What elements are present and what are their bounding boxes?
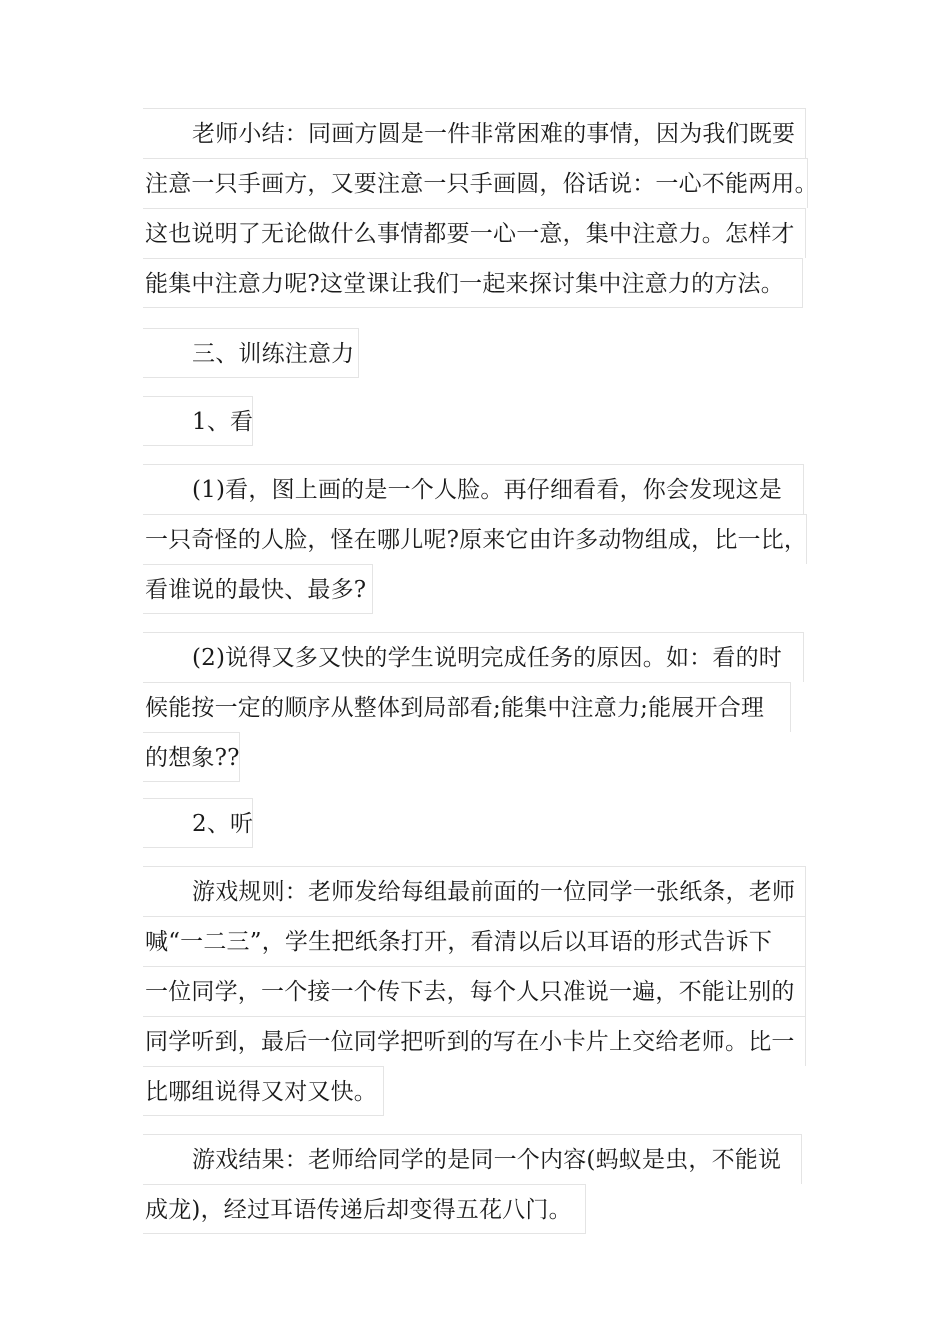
text-line: 能集中注意力呢?这堂课让我们一起来探讨集中注意力的方法。 (143, 258, 803, 308)
text-line: 候能按一定的顺序从整体到局部看;能集中注意力;能展开合理 (143, 682, 791, 732)
subsection-title: 1、看 (143, 396, 253, 446)
section-heading-3 (143, 328, 359, 378)
text-line: 老师小结：同画方圆是一件非常困难的事情，因为我们既要 (143, 108, 806, 158)
text-line: (2)说得又多又快的学生说明完成任务的原因。如：看的时 (143, 632, 804, 682)
paragraph-game-result (143, 1134, 802, 1234)
paragraph-look-1 (143, 464, 807, 614)
text-line: 的想象?? (143, 732, 240, 782)
text-line: 游戏结果：老师给同学的是同一个内容(蚂蚁是虫，不能说 (143, 1134, 802, 1184)
text-line: 喊“一二三”，学生把纸条打开，看清以后以耳语的形式告诉下 (143, 916, 806, 966)
paragraph-teacher-summary (143, 108, 818, 308)
subsection-heading-listen (143, 798, 253, 848)
text-line: 注意一只手画方，又要注意一只手画圆，俗话说：一心不能两用。 (143, 158, 808, 208)
text-line: 看谁说的最快、最多? (143, 564, 373, 614)
paragraph-game-rules (143, 866, 806, 1116)
subsection-heading-look (143, 396, 253, 446)
text-line: 成龙)，经过耳语传递后却变得五花八门。 (143, 1184, 586, 1234)
text-line: (1)看，图上画的是一个人脸。再仔细看看，你会发现这是 (143, 464, 804, 514)
subsection-title: 2、听 (143, 798, 253, 848)
text-line: 这也说明了无论做什么事情都要一心一意，集中注意力。怎样才 (143, 208, 806, 258)
paragraph-look-2 (143, 632, 804, 782)
text-line: 一位同学，一个接一个传下去，每个人只准说一遍，不能让别的 (143, 966, 806, 1016)
text-line: 一只奇怪的人脸，怪在哪儿呢?原来它由许多动物组成，比一比， (143, 514, 807, 564)
section-title: 三、训练注意力 (143, 328, 359, 378)
text-line: 游戏规则：老师发给每组最前面的一位同学一张纸条，老师 (143, 866, 806, 916)
text-line: 比哪组说得又对又快。 (143, 1066, 384, 1116)
text-line: 同学听到，最后一位同学把听到的写在小卡片上交给老师。比一 (143, 1016, 806, 1066)
